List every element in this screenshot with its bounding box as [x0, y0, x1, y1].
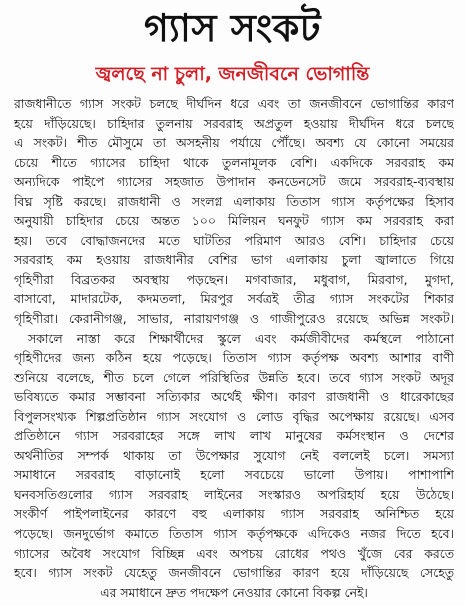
article-body	[14, 94, 454, 602]
body-line: বাসাবো, মাদারটেক, কদমতলা, মিরপুর সর্বত্রই তীব্র গ্যাস সংকটের শিকার	[14, 291, 454, 307]
body-line: প্রতিষ্ঠানে গ্যাস সরবরাহের সঙ্গে লাখ লাখ মানুষের কর্মসংস্থান ও দেশের	[14, 428, 454, 444]
body-line: এ সংকট। শীত মৌসুমে তা অসহনীয় পর্যায়ে পৌঁছে। অবশ্য যে কোনো সময়ের	[14, 135, 454, 151]
body-line: অর্থনীতির সম্পর্ক থাকায় তা উপেক্ষার সুযোগ নেই বললেই চলে। সমস্যা	[14, 447, 454, 463]
body-line: গ্যাসের অবৈধ সংযোগ বিচ্ছিন্ন এবং অপচয় রোধের পথও খুঁজে বের করতে	[14, 545, 454, 561]
body-line: বিঘ্ন সৃষ্টি করছে। রাজধানী ও সংলগ্ন এলাকায় তিতাস গ্যাস কর্তৃপক্ষের হিসাব	[14, 193, 454, 209]
body-line: শুনিয়ে বলেছে, শীত চলে গেলে পরিস্থিতির উন্নতি হবে। তবে গ্যাস সংকট অদূর	[14, 369, 454, 385]
body-line: হয়ে দাঁড়িয়েছে। চাহিদার তুলনায় সরবরাহ অপ্রতুল হওয়ায় দীর্ঘদিন ধরে চলছে	[14, 115, 454, 131]
body-line: বিপুলসংখ্যক শিল্পপ্রতিষ্ঠান গ্যাস সংযোগ ও লোড বৃদ্ধির অপেক্ষায় রয়েছে। এসব	[14, 408, 454, 424]
body-line: সমাধানে সরবরাহ বাড়ানোই হলো সবচেয়ে ভালো উপায়। পাশাপাশি	[14, 467, 454, 483]
body-line: গৃহিণীদের জন্য কঠিন হয়ে পড়েছে। তিতাস গ্যাস কর্তৃপক্ষ অবশ্য আশার বাণী	[14, 350, 454, 366]
body-line: সংকীর্ণ পাইপলাইনের কারণে বহু এলাকায় গ্যাস সরবরাহ অনিশ্চিত হয়ে	[14, 506, 454, 522]
body-line: ভবিষ্যতে কমার সম্ভাবনা সত্যিকার অর্থেই ক্ষীণ। কারণ রাজধানী ও ধারেকাছের	[14, 389, 454, 405]
body-line: চেয়ে শীতে গ্যাসের চাহিদা থাকে তুলনামূলক বেশি। একদিকে সরবরাহ কম	[14, 154, 454, 170]
headline: গ্যাস সংকট	[143, 6, 322, 50]
body-line: অন্যদিকে পাইপে গ্যাসের সহজাত উপাদান কনডেনসেট জমে সরবরাহ-ব্যবস্থায়	[14, 174, 454, 190]
body-line: সরবরাহ কম হওয়ায় রাজধানীর বেশির ভাগ এলাকায় চুলা জ্বালাতে গিয়ে	[14, 252, 454, 268]
body-line: অনুযায়ী চাহিদার চেয়ে অন্তত ১০০ মিলিয়ন ঘনফুট গ্যাস কম সরবরাহ করা	[14, 213, 454, 229]
body-line: হবে। গ্যাস সংকট যেহেতু জনজীবনে ভোগান্তির কারণ হয়ে দাঁড়িয়েছে সেহেতু	[14, 565, 454, 581]
body-line: পড়েছে। জনদুর্ভোগ কমাতে তিতাস গ্যাস কর্তৃপক্ষকে এদিকেও নজর দিতে হবে।	[14, 526, 454, 542]
subheadline: জ্বলছে না চুলা, জনজীবনে ভোগান্তি	[95, 63, 370, 85]
body-line: সকালে নাস্তা করে শিক্ষার্থীদের স্কুলে এবং কর্মজীবীদের কর্মস্থলে পাঠানো	[28, 330, 454, 346]
body-line: গৃহিণীরা। কেরানীগঞ্জ, সাভার, নারায়ণগঞ্জ ও গাজীপুরেও রয়েছে অভিন্ন সংকট।	[14, 311, 454, 327]
body-line: গৃহিণীরা বিব্রতকর অবস্থায় পড়ছেন। মগবাজার, মধুবাগ, মিরবাগ, মুগদা,	[14, 271, 454, 287]
body-line: হয়। তবে বোদ্ধাজনদের মতে ঘাটতির পরিমাণ আরও বেশি। চাহিদার চেয়ে	[14, 232, 454, 248]
body-line: রাজধানীতে গ্যাস সংকট চলছে দীর্ঘদিন ধরে এবং তা জনজীবনে ভোগান্তির কারণ	[14, 96, 454, 111]
body-line: এর সমাধানে দ্রুত পদক্ষেপ নেওয়ার কোনো বিকল্প নেই।	[100, 584, 368, 600]
body-line: ঘনবসতিগুলোর গ্যাস সরবরাহ লাইনের সংস্কারও অপরিহার্য হয়ে উঠেছে।	[14, 486, 454, 502]
